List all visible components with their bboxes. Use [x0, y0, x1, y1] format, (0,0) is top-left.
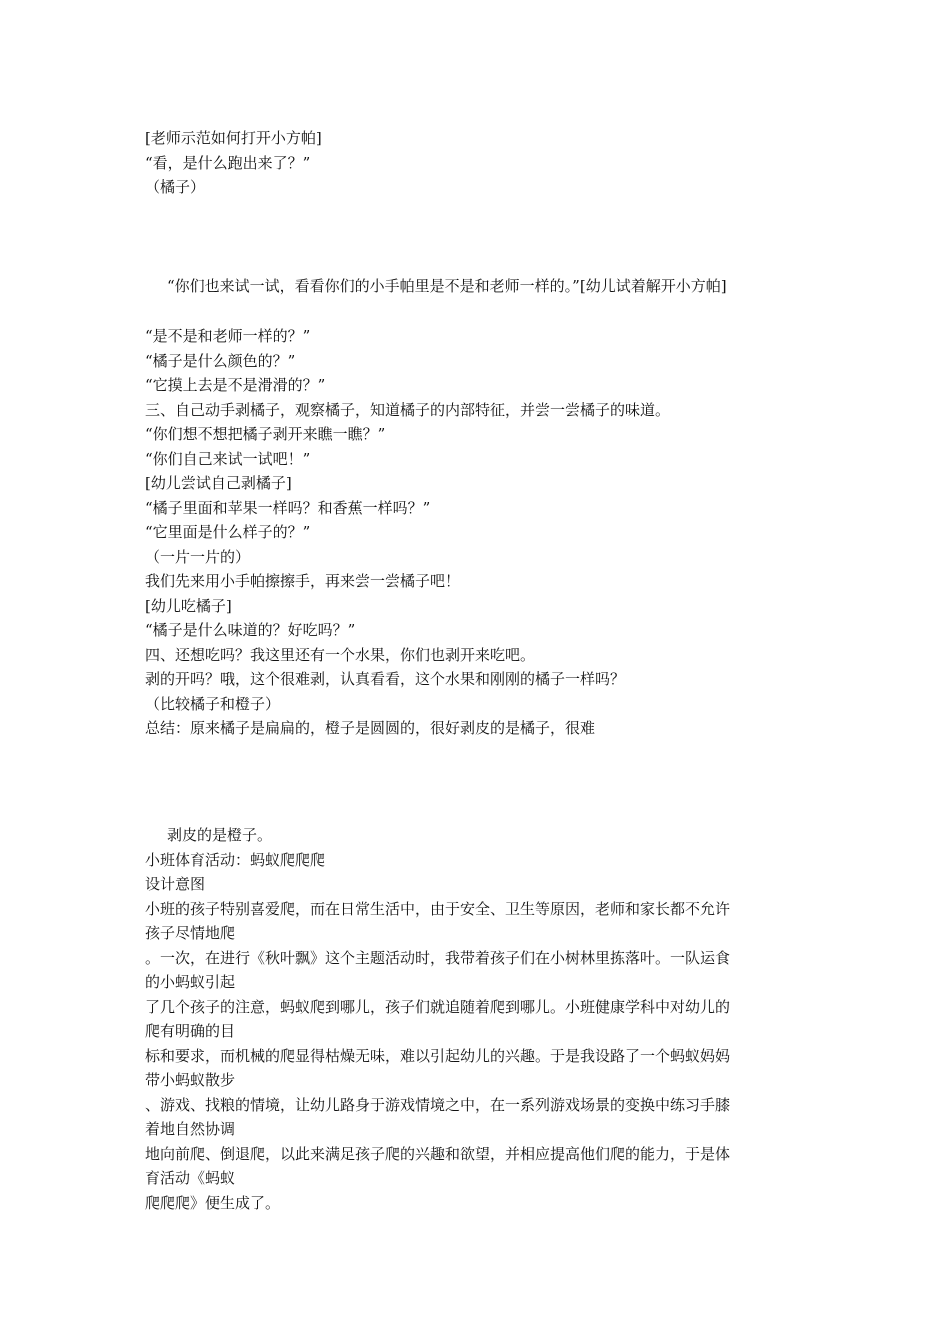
section-heading-4: 四、还想吃吗？我这里还有一个水果，你们也剥开来吃吧。: [145, 645, 536, 664]
text-line: 育活动《蚂蚁: [145, 1169, 236, 1187]
text-line: 爬有明确的目: [145, 1022, 236, 1040]
text-block-activities: [145, 324, 810, 741]
text-block-try: [145, 274, 810, 299]
text-line: 标和要求，而机械的爬显得枯燥无味，难以引起幼儿的兴趣。于是我设路了一个蚂蚁妈妈: [145, 1046, 731, 1065]
text-line: 爬爬爬》便生成了。: [145, 1193, 281, 1212]
text-line: 地向前爬、倒退爬，以此来满足孩子爬的兴趣和欲望，并相应提高他们爬的能力，于是体: [145, 1144, 731, 1163]
text-line: 剥的开吗？哦，这个很难剥，认真看看，这个水果和刚刚的橘子一样吗？: [145, 670, 626, 688]
summary-line: 总结：原来橘子是扁扁的，橙子是圆圆的，很好剥皮的是橘子，很难: [145, 719, 596, 737]
text-line: 了几个孩子的注意，蚂蚁爬到哪儿，孩子们就追随着爬到哪儿。小班健康学科中对幼儿的: [145, 997, 731, 1016]
subheading-design-intent: 设计意图: [145, 875, 206, 893]
text-line: [幼儿尝试自己剥橘子]: [145, 474, 292, 492]
text-line: “它里面是什么样子的？”: [145, 523, 311, 541]
text-line: 剥皮的是橙子。: [167, 826, 273, 844]
text-line: “橘子是什么颜色的？”: [145, 351, 296, 370]
text-line: 的小蚂蚁引起: [145, 973, 236, 991]
text-line: 、游戏、找粮的情境，让幼儿路身于游戏情境之中，在一系列游戏场景的变换中练习手膝: [145, 1095, 731, 1114]
text-block-demo: [145, 126, 810, 200]
text-block-pe-activity: [145, 823, 810, 1215]
text-line: [老师示范如何打开小方帕]: [145, 129, 322, 147]
text-line: 。一次，在进行《秋叶飘》这个主题活动时，我带着孩子们在小树林里拣落叶。一队运食: [145, 948, 731, 967]
section-heading-3: 三、自己动手剥橘子，观察橘子，知道橘子的内部特征，并尝一尝橘子的味道。: [145, 400, 671, 419]
text-line: “看，是什么跑出来了？”: [145, 153, 311, 172]
text-line: “你们自己来试一试吧！”: [145, 449, 311, 468]
text-line: “是不是和老师一样的？”: [145, 327, 311, 345]
text-line: “它摸上去是不是滑滑的？”: [145, 376, 326, 394]
text-line: （一片一片的）: [145, 547, 251, 566]
text-line: 孩子尽情地爬: [145, 924, 236, 942]
text-line: “你们也来试一试，看看你们的小手帕里是不是和老师一样的。”[幼儿试着解开小方帕]: [167, 277, 727, 295]
text-line: （比较橘子和橙子）: [145, 694, 281, 713]
text-line: 我们先来用小手帕擦擦手，再来尝一尝橘子吧！: [145, 572, 461, 590]
text-line: [幼儿吃橘子]: [145, 596, 232, 615]
text-line: 着地自然协调: [145, 1120, 236, 1138]
activity-title: 小班体育活动：蚂蚁爬爬爬: [145, 850, 326, 869]
text-line: “橘子是什么味道的？好吃吗？”: [145, 621, 356, 639]
text-line: 小班的孩子特别喜爱爬，而在日常生活中，由于安全、卫生等原因，老师和家长都不允许: [145, 899, 731, 918]
text-line: “橘子里面和苹果一样吗？和香蕉一样吗？”: [145, 498, 431, 517]
text-line: （橘子）: [145, 178, 206, 196]
text-line: 带小蚂蚁散步: [145, 1071, 236, 1089]
text-line: “你们想不想把橘子剥开来瞧一瞧？”: [145, 425, 386, 443]
